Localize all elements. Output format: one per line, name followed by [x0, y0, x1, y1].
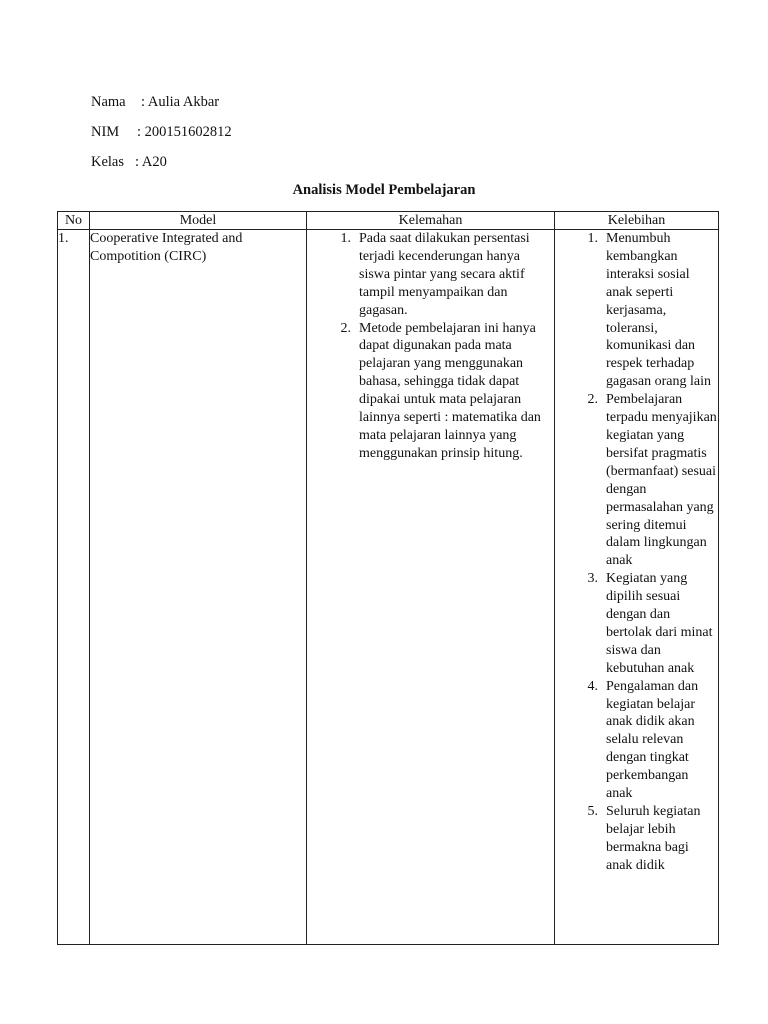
list-text: Menumbuh kembangkan interaksi sosial anak seperti kerjasama, toleransi, komunikasi dan respek terhadap gagasan orang lain — [606, 231, 711, 390]
document-title: Analisis Model Pembelajaran — [292, 182, 476, 198]
nim-value: : 200151602812 — [137, 124, 232, 140]
list-item — [555, 678, 718, 803]
list-number: 3. — [587, 571, 598, 587]
list-item — [307, 230, 554, 320]
nim-line — [91, 123, 232, 141]
header-no: No — [58, 212, 90, 230]
list-item — [307, 320, 554, 463]
list-text: Seluruh kegiatan belajar lebih bermakna bagi anak didik — [606, 804, 701, 873]
table-row — [58, 230, 719, 945]
nama-label: Nama — [91, 94, 126, 110]
nama-value: : Aulia Akbar — [141, 94, 220, 110]
row-number: 1. — [58, 230, 90, 945]
list-number: 1. — [340, 231, 351, 246]
kelemahan-list — [307, 230, 554, 463]
kelebihan-cell — [555, 230, 719, 945]
kelemahan-cell — [307, 230, 555, 945]
header-kelemahan: Kelemahan — [307, 212, 555, 230]
table-header-row — [58, 212, 719, 230]
list-item — [555, 230, 718, 391]
list-number: 5. — [587, 804, 598, 819]
list-text: Pada saat dilakukan persentasi terjadi kecenderungan hanya siswa pintar yang secara aktif tampil menyampaikan dan gagasan. — [359, 231, 530, 318]
kelebihan-list — [555, 230, 718, 875]
list-item — [555, 391, 718, 570]
list-number: 2. — [587, 392, 598, 408]
list-text: Metode pembelajaran ini hanya dapat digunakan pada mata pelajaran yang menggunakan bahasa, sehingga tidak dapat dipakai untuk mata pelajaran lainnya seperti : matematika dan mata pelajaran lainnya yang menggunakan prinsip hitung. — [359, 320, 541, 461]
list-number: 1. — [587, 231, 598, 246]
list-text: Kegiatan yang dipilih sesuai dengan dan bertolak dari minat siswa dan kebutuhan anak — [606, 571, 713, 676]
kelas-value: : A20 — [135, 154, 167, 170]
nim-label: NIM — [91, 124, 120, 140]
list-item — [555, 803, 718, 875]
list-text: Pengalaman dan kegiatan belajar anak didik akan selalu relevan dengan tingkat perkembangan anak — [606, 678, 699, 802]
header-kelebihan: Kelebihan — [555, 212, 719, 230]
kelas-label: Kelas — [91, 154, 125, 170]
list-text: Pembelajaran terpadu menyajikan kegiatan yang bersifat pragmatis (bermanfaat) sesuai dengan permasalahan yang sering ditemui dalam lingkungan anak — [606, 392, 717, 569]
kelas-line — [91, 153, 167, 171]
analysis-table — [57, 211, 719, 945]
model-name: Cooperative Integrated and Compotition (CIRC) — [90, 230, 307, 945]
list-number: 2. — [340, 320, 351, 336]
list-item — [555, 570, 718, 677]
list-number: 4. — [587, 678, 598, 694]
header-model: Model — [90, 212, 307, 230]
nama-line — [91, 93, 219, 111]
